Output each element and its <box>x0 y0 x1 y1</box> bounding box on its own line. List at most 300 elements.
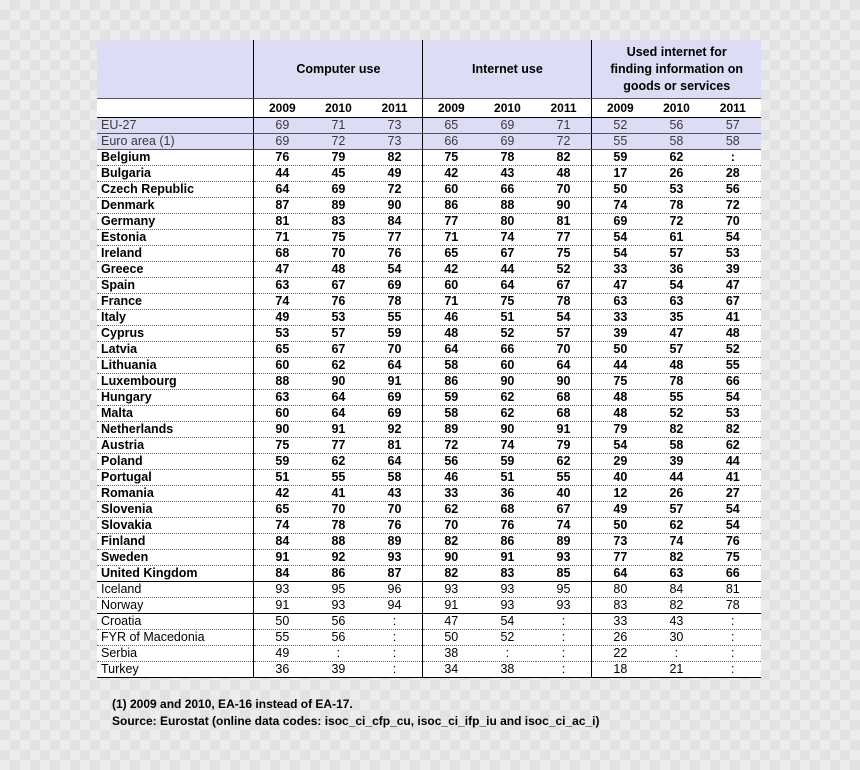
group-header-line: finding information on <box>610 61 744 76</box>
value-cell: 44 <box>705 454 761 470</box>
value-cell: 54 <box>705 390 761 406</box>
value-cell: 39 <box>310 662 366 678</box>
value-cell: 62 <box>423 502 479 518</box>
value-cell: 64 <box>423 342 479 358</box>
value-cell: 62 <box>310 454 366 470</box>
value-cell: 52 <box>592 118 648 134</box>
value-cell: 95 <box>310 582 366 598</box>
value-cell: 58 <box>648 134 704 150</box>
value-cell: 64 <box>310 406 366 422</box>
value-cell: 84 <box>254 534 310 550</box>
value-cell: 57 <box>536 326 592 342</box>
value-cell: 87 <box>254 198 310 214</box>
value-cell: 57 <box>648 246 704 262</box>
year-header-cell: 2009 <box>592 99 648 118</box>
value-cell: 93 <box>367 550 423 566</box>
table-row <box>97 438 761 454</box>
value-cell: 90 <box>367 198 423 214</box>
value-cell: 56 <box>310 614 366 630</box>
value-cell: 72 <box>367 182 423 198</box>
value-cell: 65 <box>423 246 479 262</box>
value-cell: 65 <box>254 502 310 518</box>
value-cell: 70 <box>310 502 366 518</box>
value-cell: 93 <box>536 550 592 566</box>
country-name-cell: Slovenia <box>97 502 254 518</box>
value-cell: 51 <box>479 310 535 326</box>
value-cell: 54 <box>479 614 535 630</box>
value-cell: 47 <box>648 326 704 342</box>
value-cell: : <box>367 614 423 630</box>
value-cell: 89 <box>423 422 479 438</box>
value-cell: 21 <box>648 662 704 678</box>
value-cell: : <box>310 646 366 662</box>
value-cell: 44 <box>254 166 310 182</box>
value-cell: 74 <box>479 230 535 246</box>
year-header-cell: 2009 <box>423 99 479 118</box>
value-cell: 62 <box>310 358 366 374</box>
value-cell: 75 <box>705 550 761 566</box>
value-cell: 42 <box>423 166 479 182</box>
value-cell: 91 <box>367 374 423 390</box>
value-cell: 52 <box>648 406 704 422</box>
value-cell: 91 <box>536 422 592 438</box>
country-name-cell: Denmark <box>97 198 254 214</box>
value-cell: 90 <box>479 422 535 438</box>
value-cell: 52 <box>479 630 535 646</box>
value-cell: 70 <box>705 214 761 230</box>
value-cell: 40 <box>536 486 592 502</box>
value-cell: 78 <box>648 198 704 214</box>
value-cell: 26 <box>592 630 648 646</box>
value-cell: 58 <box>367 470 423 486</box>
group-header-line: goods or services <box>623 78 731 93</box>
value-cell: : <box>479 646 535 662</box>
value-cell: 47 <box>705 278 761 294</box>
value-cell: 69 <box>254 118 310 134</box>
value-cell: 71 <box>423 230 479 246</box>
value-cell: 77 <box>536 230 592 246</box>
value-cell: 66 <box>705 374 761 390</box>
value-cell: 56 <box>423 454 479 470</box>
value-cell: 69 <box>367 406 423 422</box>
value-cell: 86 <box>423 374 479 390</box>
value-cell: 63 <box>592 294 648 310</box>
country-name-cell: Cyprus <box>97 326 254 342</box>
table-row <box>97 310 761 326</box>
table-row <box>97 150 761 166</box>
table-row <box>97 230 761 246</box>
value-cell: 58 <box>705 134 761 150</box>
value-cell: 55 <box>310 470 366 486</box>
value-cell: 54 <box>705 502 761 518</box>
value-cell: 64 <box>536 358 592 374</box>
table-row <box>97 214 761 230</box>
value-cell: 79 <box>592 422 648 438</box>
value-cell: 55 <box>705 358 761 374</box>
value-cell: 47 <box>592 278 648 294</box>
value-cell: 33 <box>592 614 648 630</box>
footnote: (1) 2009 and 2010, EA-16 instead of EA-17. <box>112 697 353 711</box>
year-header-cell: 2009 <box>254 99 310 118</box>
value-cell: 70 <box>536 342 592 358</box>
value-cell: 55 <box>648 390 704 406</box>
value-cell: 56 <box>705 182 761 198</box>
value-cell: 34 <box>423 662 479 678</box>
value-cell: 76 <box>310 294 366 310</box>
value-cell: 42 <box>423 262 479 278</box>
value-cell: 67 <box>310 278 366 294</box>
value-cell: 90 <box>536 374 592 390</box>
value-cell: 69 <box>592 214 648 230</box>
value-cell: 78 <box>536 294 592 310</box>
value-cell: 90 <box>423 550 479 566</box>
value-cell: 53 <box>648 182 704 198</box>
value-cell: 82 <box>423 534 479 550</box>
value-cell: 46 <box>423 310 479 326</box>
value-cell: : <box>536 646 592 662</box>
value-cell: 82 <box>423 566 479 582</box>
value-cell: 44 <box>648 470 704 486</box>
value-cell: 90 <box>536 198 592 214</box>
value-cell: 36 <box>479 486 535 502</box>
value-cell: 77 <box>592 550 648 566</box>
value-cell: 70 <box>367 342 423 358</box>
value-cell: 52 <box>479 326 535 342</box>
table-row <box>97 566 761 582</box>
table-row <box>97 406 761 422</box>
value-cell: 84 <box>648 582 704 598</box>
value-cell: 81 <box>536 214 592 230</box>
value-cell: 70 <box>536 182 592 198</box>
country-name-cell: Estonia <box>97 230 254 246</box>
value-cell: 67 <box>479 246 535 262</box>
value-cell: 80 <box>592 582 648 598</box>
year-header-corner <box>97 99 254 118</box>
value-cell: 54 <box>592 438 648 454</box>
value-cell: 68 <box>536 406 592 422</box>
country-name-cell: Latvia <box>97 342 254 358</box>
value-cell: 64 <box>367 358 423 374</box>
value-cell: 73 <box>592 534 648 550</box>
table-row <box>97 182 761 198</box>
value-cell: 82 <box>648 550 704 566</box>
value-cell: 70 <box>367 502 423 518</box>
value-cell: 76 <box>367 246 423 262</box>
value-cell: 83 <box>479 566 535 582</box>
value-cell: : <box>705 646 761 662</box>
value-cell: 60 <box>254 406 310 422</box>
value-cell: 80 <box>479 214 535 230</box>
value-cell: 82 <box>367 150 423 166</box>
value-cell: 29 <box>592 454 648 470</box>
value-cell: 81 <box>705 582 761 598</box>
country-name-cell: Serbia <box>97 646 254 662</box>
value-cell: 67 <box>310 342 366 358</box>
value-cell: 96 <box>367 582 423 598</box>
value-cell: 39 <box>648 454 704 470</box>
value-cell: 60 <box>423 182 479 198</box>
value-cell: 63 <box>254 278 310 294</box>
value-cell: 49 <box>254 310 310 326</box>
country-name-cell: Ireland <box>97 246 254 262</box>
ict-usage-table <box>97 40 761 678</box>
value-cell: 48 <box>310 262 366 278</box>
value-cell: 44 <box>479 262 535 278</box>
value-cell: 63 <box>648 294 704 310</box>
value-cell: 50 <box>592 182 648 198</box>
value-cell: 76 <box>705 534 761 550</box>
value-cell: 54 <box>367 262 423 278</box>
value-cell: 50 <box>254 614 310 630</box>
value-cell: 55 <box>367 310 423 326</box>
value-cell: 84 <box>254 566 310 582</box>
table-row <box>97 198 761 214</box>
statistics-table-sheet <box>97 40 761 678</box>
value-cell: 62 <box>705 438 761 454</box>
value-cell: : <box>648 646 704 662</box>
value-cell: 75 <box>479 294 535 310</box>
value-cell: 90 <box>254 422 310 438</box>
value-cell: 53 <box>310 310 366 326</box>
country-name-cell: Spain <box>97 278 254 294</box>
value-cell: 69 <box>367 390 423 406</box>
country-name-cell: Greece <box>97 262 254 278</box>
value-cell: 73 <box>367 118 423 134</box>
value-cell: : <box>705 630 761 646</box>
value-cell: : <box>705 662 761 678</box>
value-cell: 48 <box>592 406 648 422</box>
value-cell: 57 <box>310 326 366 342</box>
value-cell: 59 <box>592 150 648 166</box>
value-cell: 57 <box>648 502 704 518</box>
value-cell: 18 <box>592 662 648 678</box>
value-cell: 74 <box>479 438 535 454</box>
value-cell: 61 <box>648 230 704 246</box>
country-name-cell: Euro area (1) <box>97 134 254 150</box>
value-cell: 60 <box>254 358 310 374</box>
value-cell: 93 <box>310 598 366 614</box>
table-row <box>97 534 761 550</box>
value-cell: 82 <box>648 598 704 614</box>
value-cell: 59 <box>423 390 479 406</box>
value-cell: 43 <box>479 166 535 182</box>
value-cell: 55 <box>536 470 592 486</box>
value-cell: 50 <box>592 518 648 534</box>
value-cell: 93 <box>254 582 310 598</box>
value-cell: 74 <box>592 198 648 214</box>
value-cell: 91 <box>310 422 366 438</box>
value-cell: 68 <box>254 246 310 262</box>
value-cell: 95 <box>536 582 592 598</box>
value-cell: 75 <box>592 374 648 390</box>
value-cell: 72 <box>705 198 761 214</box>
value-cell: : <box>536 662 592 678</box>
value-cell: 40 <box>592 470 648 486</box>
value-cell: 92 <box>367 422 423 438</box>
value-cell: 43 <box>367 486 423 502</box>
table-row <box>97 486 761 502</box>
value-cell: 58 <box>423 406 479 422</box>
value-cell: 54 <box>648 278 704 294</box>
value-cell: 91 <box>479 550 535 566</box>
value-cell: 53 <box>705 246 761 262</box>
value-cell: 62 <box>479 390 535 406</box>
value-cell: 90 <box>479 374 535 390</box>
value-cell: 53 <box>254 326 310 342</box>
country-name-cell: Luxembourg <box>97 374 254 390</box>
value-cell: 69 <box>367 278 423 294</box>
value-cell: 69 <box>479 134 535 150</box>
value-cell: 64 <box>479 278 535 294</box>
value-cell: 47 <box>423 614 479 630</box>
value-cell: 88 <box>479 198 535 214</box>
value-cell: 68 <box>479 502 535 518</box>
value-cell: 74 <box>648 534 704 550</box>
value-cell: 50 <box>592 342 648 358</box>
country-name-cell: Belgium <box>97 150 254 166</box>
country-name-cell: Lithuania <box>97 358 254 374</box>
value-cell: 91 <box>254 550 310 566</box>
table-row <box>97 358 761 374</box>
value-cell: : <box>536 614 592 630</box>
table-row <box>97 646 761 662</box>
country-name-cell: Sweden <box>97 550 254 566</box>
value-cell: 49 <box>592 502 648 518</box>
value-cell: 55 <box>254 630 310 646</box>
value-cell: 71 <box>254 230 310 246</box>
group-header-line: Used internet for <box>626 44 727 59</box>
value-cell: 88 <box>254 374 310 390</box>
value-cell: 30 <box>648 630 704 646</box>
header-corner <box>97 40 254 99</box>
country-name-cell: France <box>97 294 254 310</box>
value-cell: 42 <box>254 486 310 502</box>
value-cell: 89 <box>310 198 366 214</box>
value-cell: 77 <box>423 214 479 230</box>
table-row <box>97 246 761 262</box>
value-cell: 49 <box>254 646 310 662</box>
value-cell: 66 <box>423 134 479 150</box>
country-name-cell: Austria <box>97 438 254 454</box>
value-cell: 67 <box>705 294 761 310</box>
value-cell: 41 <box>705 310 761 326</box>
value-cell: 58 <box>648 438 704 454</box>
country-name-cell: Finland <box>97 534 254 550</box>
country-name-cell: FYR of Macedonia <box>97 630 254 646</box>
value-cell: 77 <box>367 230 423 246</box>
value-cell: 48 <box>648 358 704 374</box>
group-header-row <box>97 40 761 99</box>
country-name-cell: United Kingdom <box>97 566 254 582</box>
value-cell: : <box>536 630 592 646</box>
value-cell: 71 <box>423 294 479 310</box>
value-cell: 75 <box>423 150 479 166</box>
value-cell: 64 <box>592 566 648 582</box>
value-cell: 76 <box>254 150 310 166</box>
country-name-cell: Croatia <box>97 614 254 630</box>
value-cell: 79 <box>310 150 366 166</box>
value-cell: 78 <box>310 518 366 534</box>
value-cell: 86 <box>423 198 479 214</box>
value-cell: 27 <box>705 486 761 502</box>
value-cell: 52 <box>536 262 592 278</box>
value-cell: 93 <box>479 598 535 614</box>
country-name-cell: Netherlands <box>97 422 254 438</box>
table-row <box>97 262 761 278</box>
value-cell: 93 <box>479 582 535 598</box>
value-cell: 51 <box>254 470 310 486</box>
value-cell: 82 <box>705 422 761 438</box>
country-name-cell: Iceland <box>97 582 254 598</box>
table-notes <box>112 696 600 730</box>
value-cell: 66 <box>479 342 535 358</box>
value-cell: 12 <box>592 486 648 502</box>
country-name-cell: Portugal <box>97 470 254 486</box>
value-cell: 74 <box>254 518 310 534</box>
value-cell: 39 <box>705 262 761 278</box>
table-row <box>97 502 761 518</box>
value-cell: 33 <box>423 486 479 502</box>
value-cell: 52 <box>705 342 761 358</box>
value-cell: 89 <box>536 534 592 550</box>
value-cell: 62 <box>648 518 704 534</box>
value-cell: 81 <box>367 438 423 454</box>
value-cell: 64 <box>310 390 366 406</box>
value-cell: 39 <box>592 326 648 342</box>
value-cell: 90 <box>310 374 366 390</box>
value-cell: 83 <box>310 214 366 230</box>
value-cell: 79 <box>536 438 592 454</box>
value-cell: 17 <box>592 166 648 182</box>
value-cell: 63 <box>254 390 310 406</box>
value-cell: 22 <box>592 646 648 662</box>
year-header-cell: 2010 <box>479 99 535 118</box>
value-cell: 81 <box>254 214 310 230</box>
table-body <box>97 118 761 678</box>
value-cell: 88 <box>310 534 366 550</box>
value-cell: 58 <box>423 358 479 374</box>
value-cell: 93 <box>423 582 479 598</box>
value-cell: 71 <box>310 118 366 134</box>
value-cell: 62 <box>479 406 535 422</box>
value-cell: 38 <box>479 662 535 678</box>
value-cell: 74 <box>536 518 592 534</box>
value-cell: 51 <box>479 470 535 486</box>
value-cell: : <box>367 662 423 678</box>
country-name-cell: Germany <box>97 214 254 230</box>
value-cell: 60 <box>423 278 479 294</box>
value-cell: 35 <box>648 310 704 326</box>
value-cell: 62 <box>536 454 592 470</box>
value-cell: 62 <box>648 150 704 166</box>
value-cell: 48 <box>592 390 648 406</box>
country-name-cell: Malta <box>97 406 254 422</box>
value-cell: 65 <box>423 118 479 134</box>
value-cell: 41 <box>310 486 366 502</box>
value-cell: 48 <box>705 326 761 342</box>
value-cell: 86 <box>479 534 535 550</box>
value-cell: 26 <box>648 486 704 502</box>
value-cell: 38 <box>423 646 479 662</box>
table-row <box>97 582 761 598</box>
year-header-cell: 2011 <box>705 99 761 118</box>
value-cell: 54 <box>536 310 592 326</box>
value-cell: 33 <box>592 310 648 326</box>
value-cell: 89 <box>367 534 423 550</box>
value-cell: 75 <box>536 246 592 262</box>
value-cell: : <box>705 150 761 166</box>
value-cell: 76 <box>367 518 423 534</box>
